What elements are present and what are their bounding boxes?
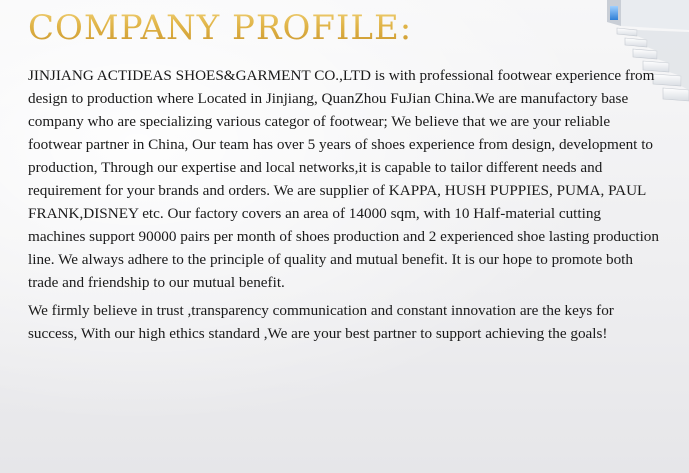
values-paragraph: We firmly believe in trust ,transparency communication and constant innovation are the keys for success, With our high ethics standard ,We are your best partner to support achieving the goals! bbox=[28, 302, 614, 342]
page-title: COMPANY PROFILE: bbox=[28, 8, 413, 48]
intro-paragraph: JINJIANG ACTIDEAS SHOES&GARMENT CO.,LTD is with professional footwear experience from design to production where Located in Jinjiang, QuanZhou FuJian China.We are manufactory base company who are specializing various categor of footwear; We believe that we are your reliable footwear partner in China, Our team has over 5 years of shoes experience from design, development to production, Through our expertise and local networks,it is capable to tailor different needs and requirement for your brands and orders. We are supplier of KAPPA, HUSH PUPPIES, PUMA, PAUL FRANK,DISNEY etc. Our factory covers an area of 14000 sqm, with 10 Half-material cutting machines support 90000 pairs per month of shoes production and 2 experienced shoe lasting production line. We always adhere to the principle of quality and mutual benefit. It is our hope to promote both trade and friendship to our mutual benefit. bbox=[28, 67, 659, 291]
company-description bbox=[28, 64, 660, 350]
